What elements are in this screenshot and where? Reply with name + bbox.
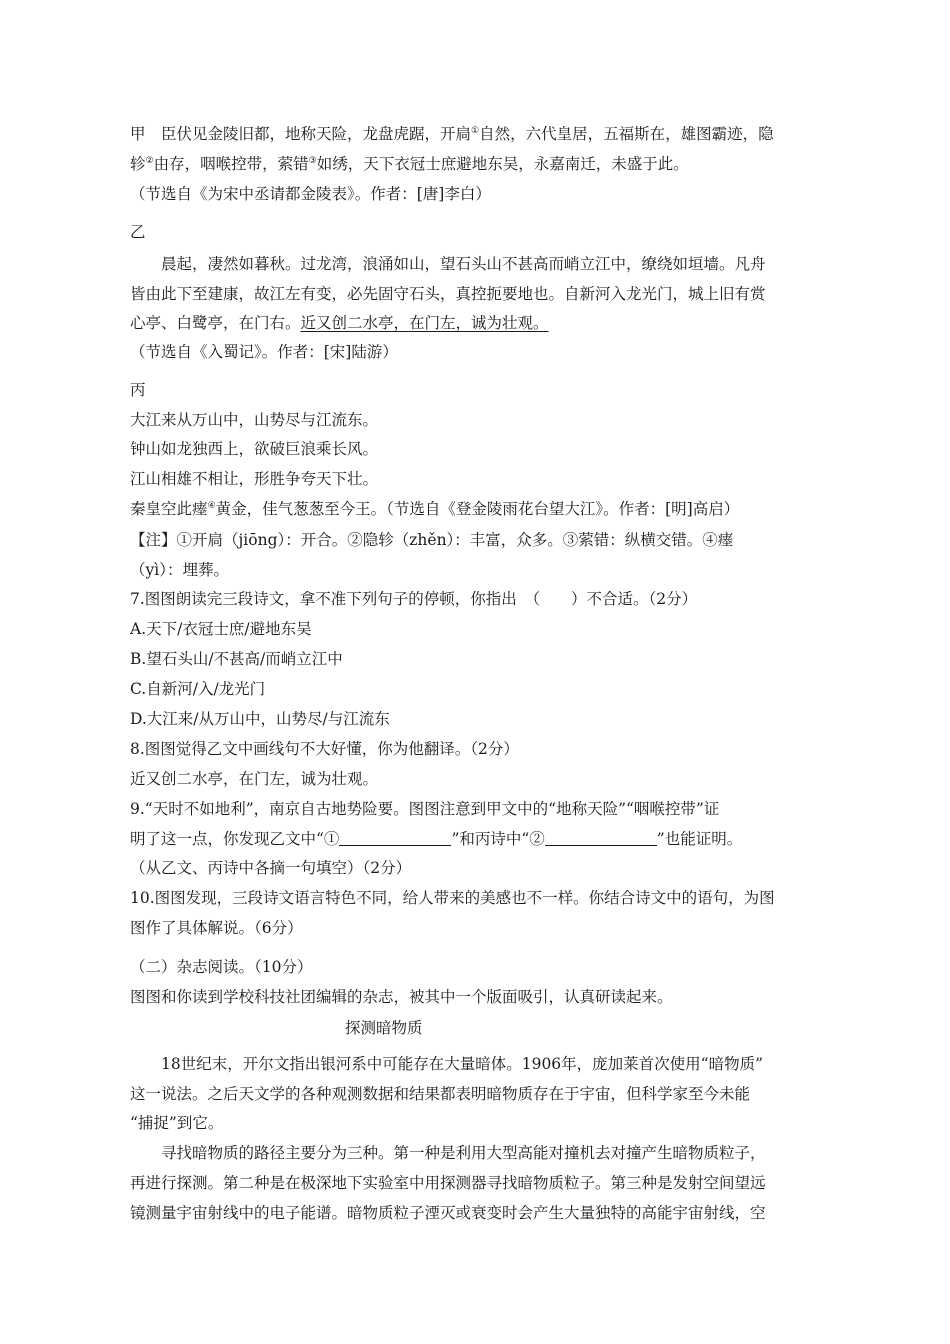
- footnote-marker-3: ③: [308, 156, 317, 166]
- jia-text: 由存，咽喉控带，萦错: [153, 155, 309, 173]
- question-9-line-1: 9.“天时不如地利”，南京自古地势险要。图图注意到甲文中的“地称天险”“咽喉控带”证: [130, 800, 720, 818]
- section-2-heading: （二）杂志阅读。（10分）: [130, 958, 313, 976]
- q9-text: 明了这一点，你发现乙文中“①: [130, 830, 340, 848]
- article-p2-line-3: 镜测量宇宙射线中的电子能谱。暗物质粒子湮灭或衰变时会产生大量独特的高能宇宙射线，空: [130, 1204, 766, 1222]
- footnote-marker-1: ①: [471, 126, 480, 136]
- bing-text: 秦皇空此瘗: [130, 500, 208, 518]
- yi-line-3: [130, 313, 549, 333]
- jia-source: （节选自《为宋中丞请都金陵表》。作者：[唐]李白）: [130, 185, 491, 203]
- jia-line-1: [130, 124, 774, 144]
- article-title: 探测暗物质: [345, 1019, 423, 1037]
- notes-line-1: 【注】①开扃（jiōng）：开合。②隐轸（zhěn）：丰富，众多。③萦错：纵横交错。④瘗: [130, 531, 734, 549]
- question-8: 8.图图觉得乙文中画线句不大好懂，你为他翻译。（2分）: [130, 740, 519, 758]
- jia-line-2: [130, 154, 689, 174]
- jia-text: 轸: [130, 155, 146, 173]
- yi-source: （节选自《入蜀记》。作者：[宋]陆游）: [130, 343, 398, 361]
- answer-blank-2[interactable]: [545, 831, 657, 846]
- jia-text: 如绣，天下衣冠士庶避地东吴，永嘉南迁，未盛于此。: [316, 155, 689, 173]
- jia-text: 自然，六代皇居，五福斯在，雄图霸迹，隐: [479, 125, 774, 143]
- bing-label: 丙: [130, 381, 146, 399]
- question-10-line-2: 图作了具体解说。（6分）: [130, 919, 303, 937]
- yi-text: 心亭、白鹭亭，在门右。: [130, 314, 301, 332]
- article-p1-line-2: 这一说法。之后天文学的各种观测数据和结果都表明暗物质存在于宇宙，但科学家至今未能: [130, 1085, 751, 1103]
- yi-line-1: 晨起，凄然如暮秋。过龙湾，浪涌如山，望石头山不甚高而峭立江中，缭绕如垣墙。凡舟: [161, 255, 766, 273]
- option-a: A.天下/衣冠士庶/避地东吴: [130, 620, 312, 638]
- footnote-marker-2: ②: [145, 156, 154, 166]
- question-7: 7.图图朗读完三段诗文，拿不准下列句子的停顿，你指出 （ ）不合适。（2分）: [130, 590, 698, 608]
- q9-text: ”和丙诗中“②: [451, 830, 545, 848]
- option-b: B.望石头山/不甚高/而峭立江中: [130, 650, 343, 668]
- question-8-sentence: 近又创二水亭，在门左，诚为壮观。: [130, 770, 379, 788]
- article-p1-line-1: 18世纪末，开尔文指出银河系中可能存在大量暗体。1906年，庞加莱首次使用“暗物质”: [161, 1055, 764, 1073]
- underlined-sentence: 近又创二水亭，在门左，诚为壮观。: [300, 314, 549, 332]
- question-9-line-3: （从乙文、丙诗中各摘一句填空）（2分）: [130, 859, 412, 877]
- question-9-line-2: [130, 829, 742, 849]
- jia-text: 甲 臣伏见金陵旧都，地称天险，龙盘虎踞，开扃: [130, 125, 472, 143]
- bing-line-3: 江山相雄不相让，形胜争夸天下壮。: [130, 470, 379, 488]
- option-d: D.大江来/从万山中，山势尽/与江流东: [130, 710, 390, 728]
- article-p2-line-2: 再进行探测。第二种是在极深地下实验室中用探测器寻找暗物质粒子。第三种是发射空间望远: [130, 1174, 766, 1192]
- section-2-intro: 图图和你读到学校科技社团编辑的杂志，被其中一个版面吸引，认真研读起来。: [130, 988, 673, 1006]
- bing-line-1: 大江来从万山中，山势尽与江流东。: [130, 411, 379, 429]
- answer-blank-1[interactable]: [339, 831, 451, 846]
- q9-text: ”也能证明。: [656, 830, 743, 848]
- yi-line-2: 皆由此下至建康，故江左有变，必先固守石头，真控扼要地也。自新河入龙光门，城上旧有赏: [130, 285, 766, 303]
- bing-line-2: 钟山如龙独西上，欲破巨浪乘长风。: [130, 440, 379, 458]
- bing-text: 黄金，佳气葱葱至今王。（节选自《登金陵雨花台望大江》。作者：[明]高启）: [215, 500, 740, 518]
- notes-line-2: （yì）：埋葬。: [130, 561, 229, 579]
- article-p1-line-3: “捕捉”到它。: [130, 1114, 224, 1132]
- option-c: C.自新河/入/龙光门: [130, 680, 266, 698]
- question-10-line-1: 10.图图发现，三段诗文语言特色不同，给人带来的美感也不一样。你结合诗文中的语句，为图: [130, 889, 775, 907]
- article-p2-line-1: 寻找暗物质的路径主要分为三种。第一种是利用大型高能对撞机去对撞产生暗物质粒子，: [161, 1144, 766, 1162]
- bing-line-4: [130, 499, 739, 519]
- footnote-marker-4: ④: [207, 501, 216, 511]
- yi-label: 乙: [130, 223, 146, 241]
